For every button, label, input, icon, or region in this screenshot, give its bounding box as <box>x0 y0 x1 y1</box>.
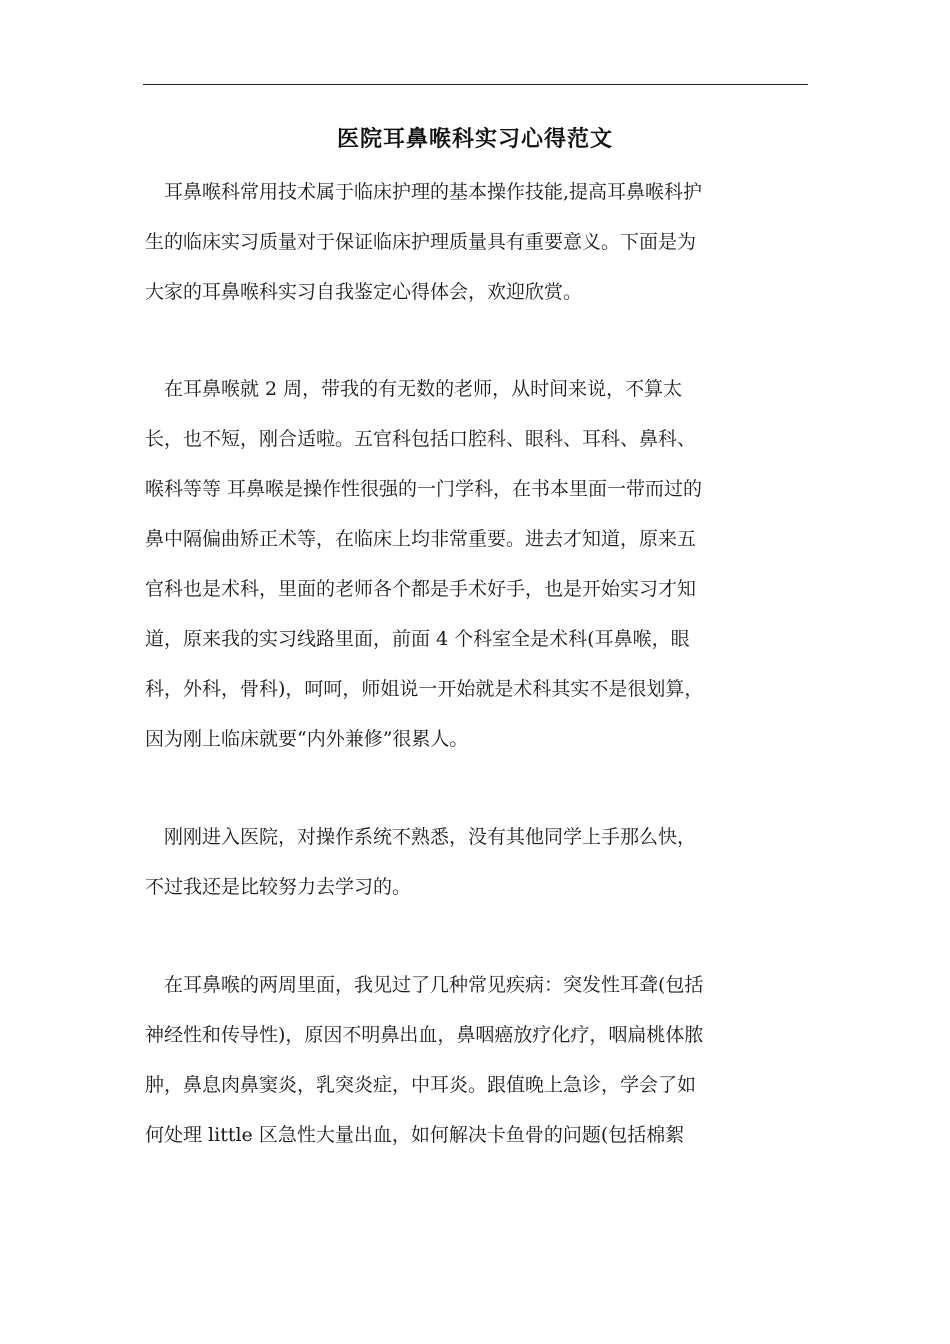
paragraph-4-line-1: 在耳鼻喉的两周里面，我见过了几种常见疾病：突发性耳聋(包括 <box>145 974 704 996</box>
paragraph-2-line-1: 在耳鼻喉就 2 周，带我的有无数的老师，从时间来说，不算太 <box>145 378 683 400</box>
paragraph-4-line-2: 神经性和传导性)，原因不明鼻出血，鼻咽癌放疗化疗，咽扁桃体脓 <box>145 1024 704 1046</box>
paragraph-2-line-8: 因为刚上临床就要“内外兼修”很累人。 <box>145 728 469 750</box>
paragraph-3-line-2: 不过我还是比较努力去学习的。 <box>145 876 412 898</box>
paragraph-2-line-2: 长，也不短，刚合适啦。五官科包括口腔科、眼科、耳科、鼻科、 <box>145 428 697 450</box>
paragraph-2-line-5: 官科也是术科，里面的老师各个都是手术好手，也是开始实习才知 <box>145 578 697 600</box>
paragraph-4-line-3: 肿，鼻息肉鼻窦炎，乳突炎症，中耳炎。跟值晚上急诊，学会了如 <box>145 1074 697 1096</box>
paragraph-1-line-2: 生的临床实习质量对于保证临床护理质量具有重要意义。下面是为 <box>145 231 697 253</box>
paragraph-2-line-3: 喉科等等 耳鼻喉是操作性很强的一门学科，在书本里面一带而过的 <box>145 478 703 500</box>
paragraph-1-line-3: 大家的耳鼻喉科实习自我鉴定心得体会，欢迎欣赏。 <box>145 281 583 303</box>
paragraph-2-line-4: 鼻中隔偏曲矫正术等，在临床上均非常重要。进去才知道，原来五 <box>145 528 697 550</box>
header-rule <box>143 84 808 85</box>
paragraph-1-line-1: 耳鼻喉科常用技术属于临床护理的基本操作技能,提高耳鼻喉科护 <box>145 181 703 203</box>
paragraph-3-line-1: 刚刚进入医院，对操作系统不熟悉，没有其他同学上手那么快， <box>145 826 697 848</box>
paragraph-4-line-4: 何处理 little 区急性大量出血，如何解决卡鱼骨的问题(包括棉絮 <box>145 1124 685 1146</box>
paragraph-2-line-6: 道，原来我的实习线路里面，前面 4 个科室全是术科(耳鼻喉，眼 <box>145 628 690 650</box>
document-title: 医院耳鼻喉科实习心得范文 <box>336 126 613 152</box>
paragraph-2-line-7: 科，外科，骨科)，呵呵，师姐说一开始就是术科其实不是很划算， <box>145 678 704 700</box>
